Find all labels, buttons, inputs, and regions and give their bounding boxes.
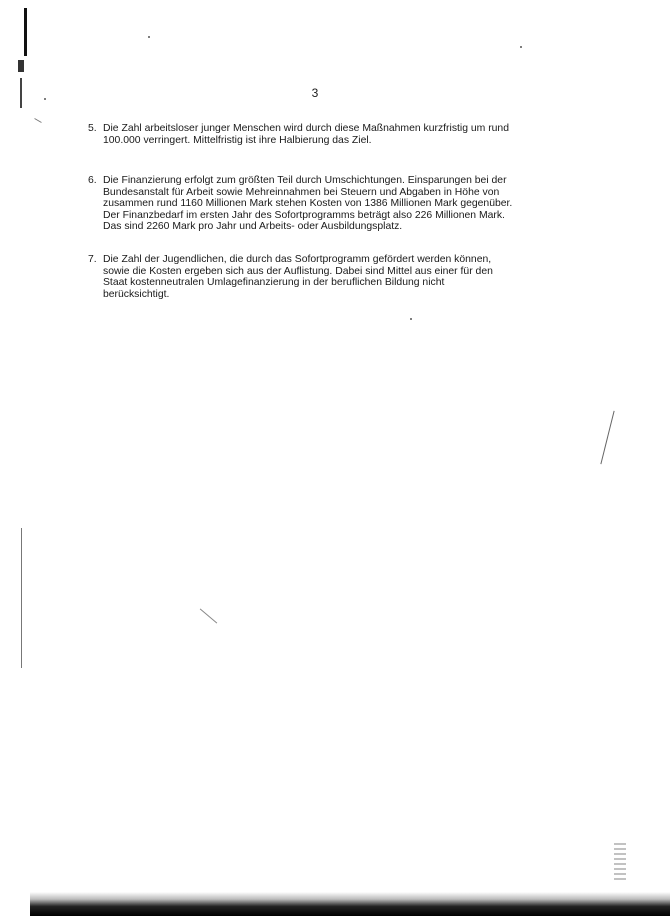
text-line: sowie die Kosten ergeben sich aus der Auflistung. Dabei sind Mittel aus einer für den <box>103 265 493 277</box>
scan-bottom-edge <box>30 892 670 916</box>
text-line: Die Zahl der Jugendlichen, die durch das Sofortprogramm gefördert werden können, <box>103 254 492 265</box>
text-line: Die Zahl arbeitsloser junger Menschen wird durch diese Maßnahmen kurzfristig um rund <box>103 123 509 134</box>
scan-speck <box>200 609 217 624</box>
list-item <box>88 175 548 233</box>
list-item-number: 6. <box>88 175 97 186</box>
scan-binding-mark <box>18 60 24 72</box>
text-line: Bundesanstalt für Arbeit sowie Mehreinnahmen bei Steuern und Abgaben in Höhe von <box>103 186 500 198</box>
list-item <box>88 254 548 300</box>
text-line: 100.000 verringert. Mittelfristig ist ihre Halbierung das Ziel. <box>103 134 372 146</box>
list-item-number: 7. <box>88 254 97 265</box>
scan-noise <box>614 840 626 880</box>
list-item-text <box>103 123 548 146</box>
scan-speck <box>410 318 412 320</box>
text-line: Die Finanzierung erfolgt zum größten Teil durch Umschichtungen. Einsparungen bei der <box>103 175 507 186</box>
text-line: berücksichtigt. <box>103 288 170 300</box>
list-item <box>88 123 548 146</box>
list-item-text <box>103 254 548 300</box>
scan-binding-mark <box>24 8 27 56</box>
scan-speck <box>520 46 522 48</box>
scan-edge-line <box>600 411 614 465</box>
text-line: Das sind 2260 Mark pro Jahr und Arbeits- oder Ausbildungsplatz. <box>103 221 403 233</box>
page-number: 3 <box>311 86 319 100</box>
text-line: Staat kostenneutralen Umlagefinanzierung in der beruflichen Bildung nicht <box>103 277 445 289</box>
scan-speck <box>148 36 150 38</box>
scan-edge-line <box>21 528 22 668</box>
text-line: Der Finanzbedarf im ersten Jahr des Sofortprogramms beträgt also 226 Millionen Mark. <box>103 209 505 221</box>
text-line: zusammen rund 1160 Millionen Mark stehen Kosten von 1386 Millionen Mark gegenüber. <box>103 198 513 210</box>
list-item-number: 5. <box>88 123 97 134</box>
list-item-text <box>103 175 548 233</box>
scan-speck <box>34 118 41 123</box>
